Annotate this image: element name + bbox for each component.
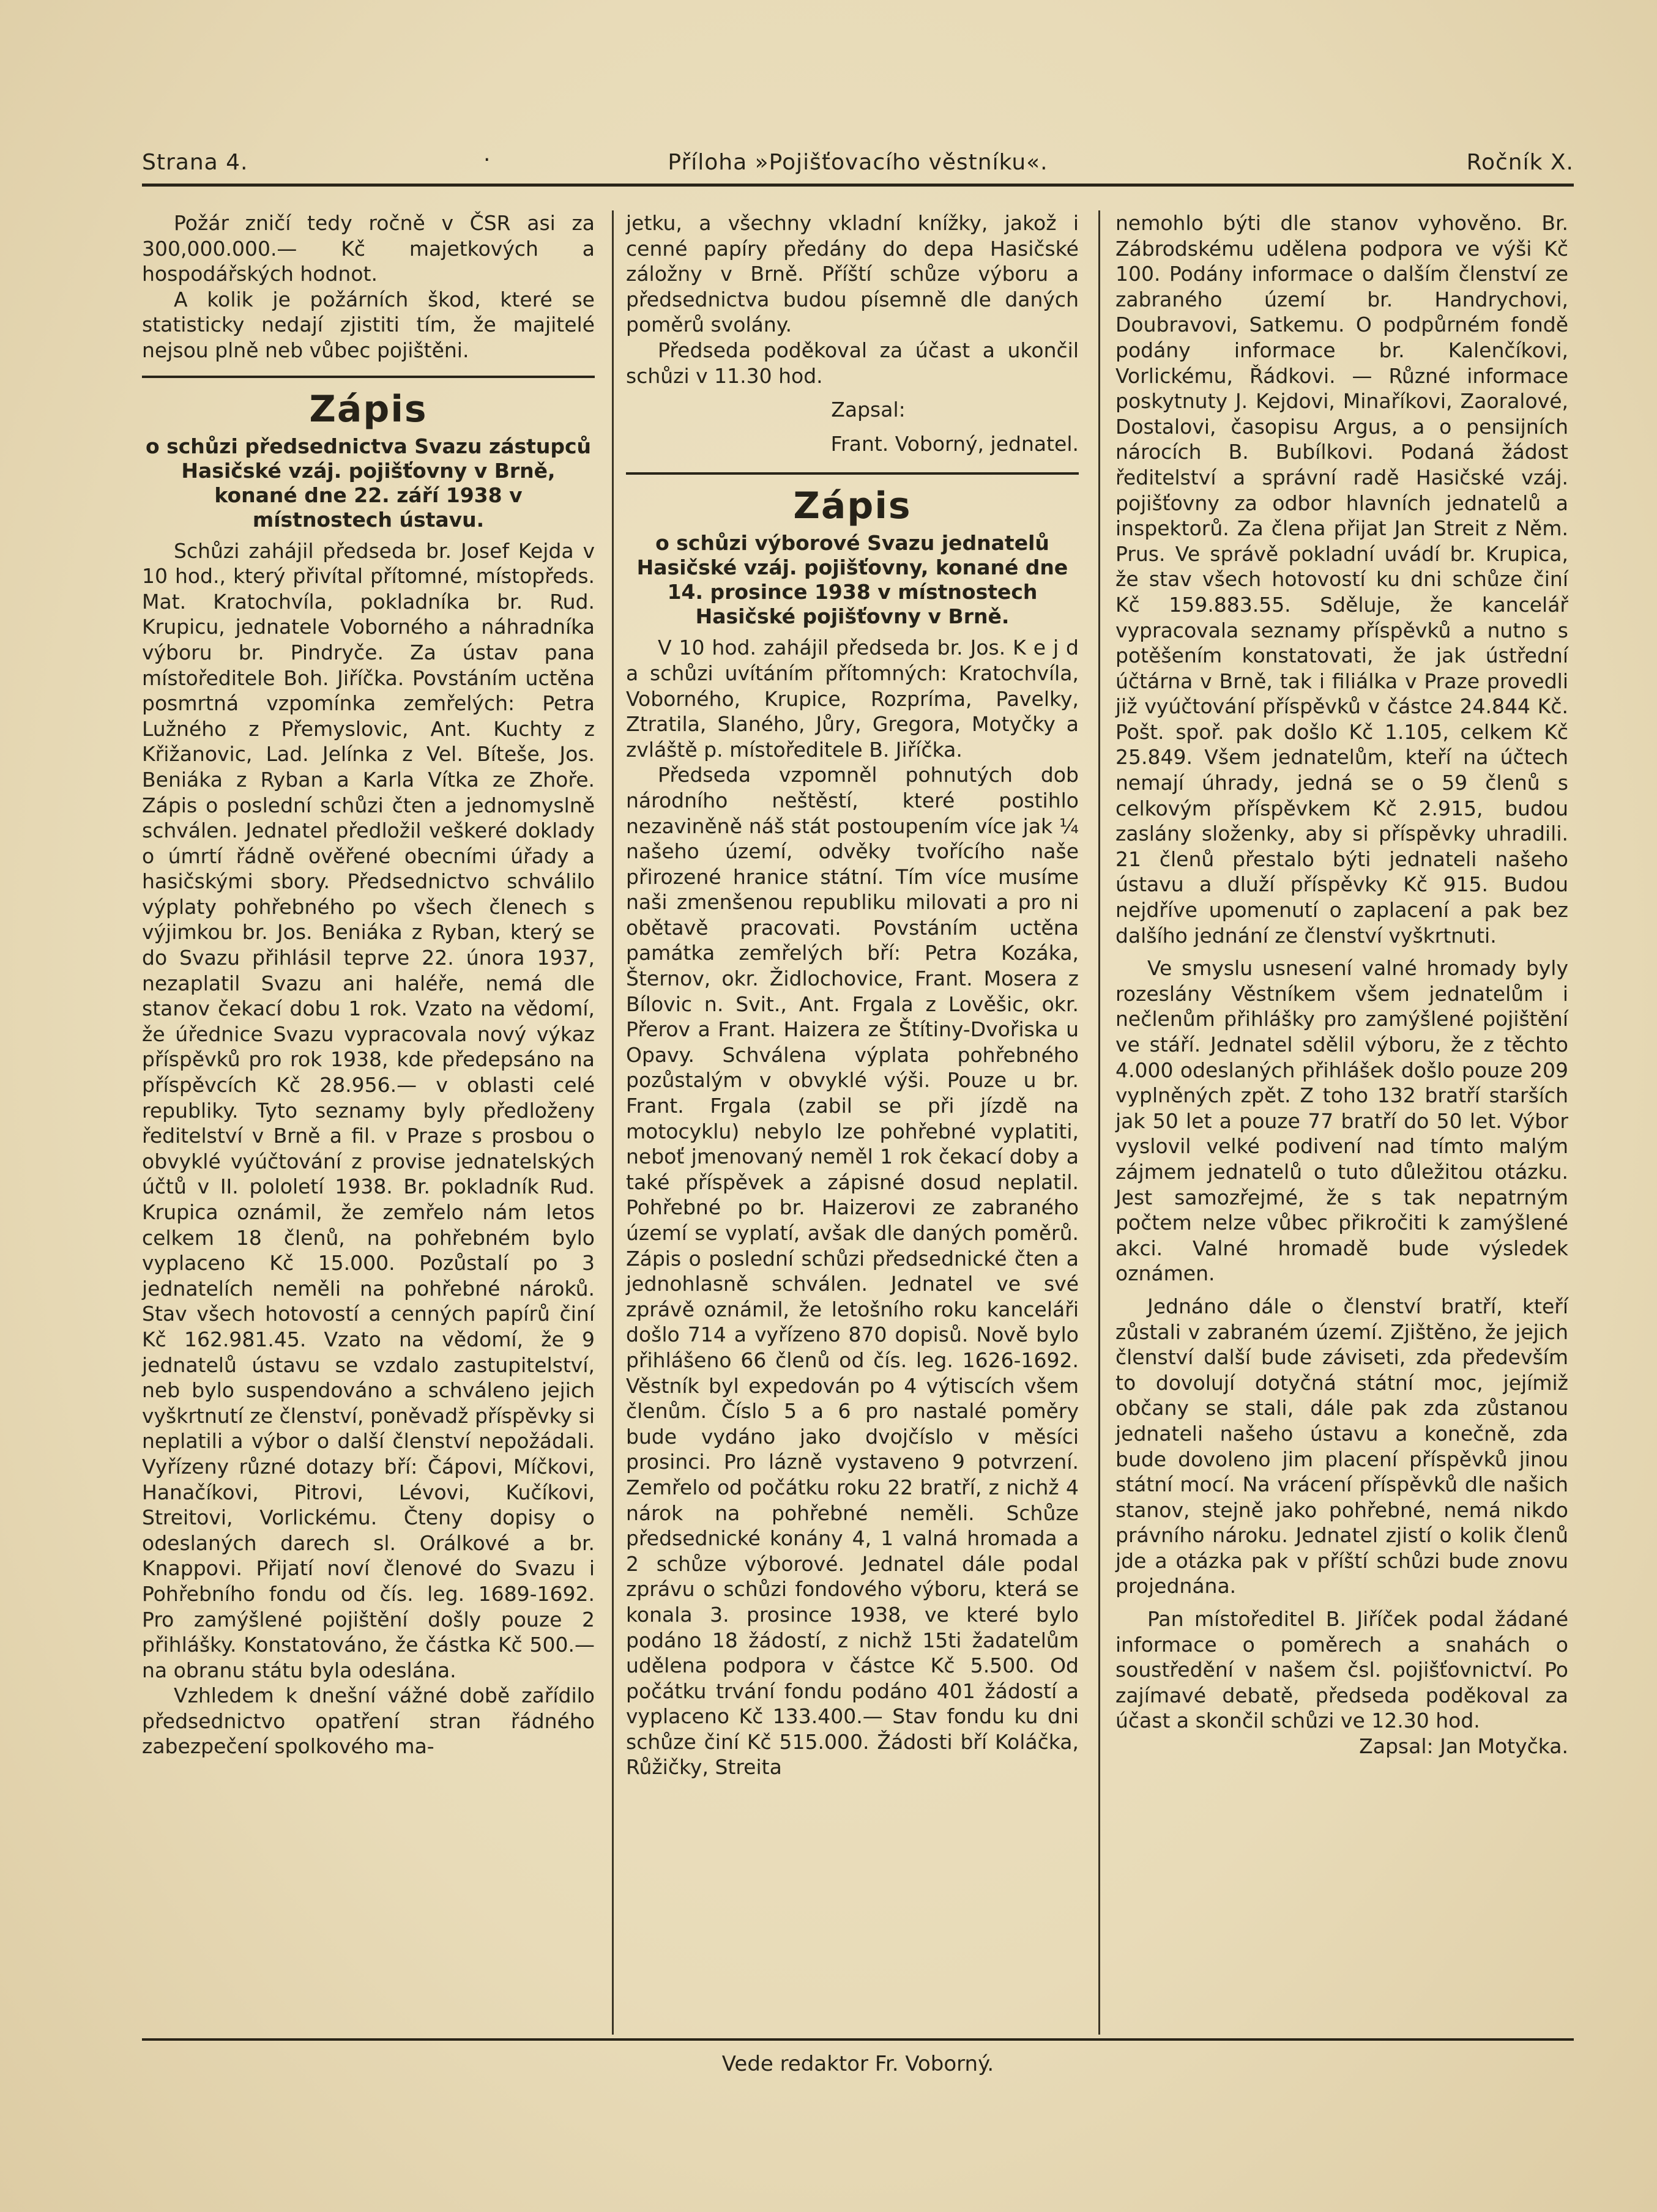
column-divider-1 <box>612 210 614 2035</box>
intro-paragraph: Požár zničí tedy ročně v ČSR asi za 300,000.000.— Kč majetkových a hospodářských hodnot. <box>142 211 595 286</box>
column-3 <box>1115 210 1568 1759</box>
footer-editor: Vede redaktor Fr. Voborný. <box>721 2052 994 2076</box>
column-2 <box>626 210 1079 1780</box>
page-header <box>142 144 1574 181</box>
signature: Zapsal: Jan Motyčka. <box>1359 1734 1568 1759</box>
body-paragraph: Jednáno dále o členství bratří, kteří zůstali v zabraném území. Zjištěno, že jejich členství další bude záviseti, zda především to dovolují dotyčná státní moc, jejímiž občany se stali, dále pak zda zůstanou jednateli našeho ústavu a konečně, zda bude dovoleno jim placení příspěvků jinou státní mocí. Na vrácení příspěvků dle našich stanov, stejně jako pohřebné, nemá nikdo právního nároku. Jednatel zjistí o kolik členů jde a otázka pak v příští schůzi bude znovu projednána. <box>1115 1294 1568 1598</box>
section-subtitle: o schůzi výborové Svazu jednatelů Hasičské vzáj. pojišťovny, konané dne 14. prosince 1938 v místnostech Hasičské pojišťovny v Brně. <box>636 531 1068 629</box>
section-subtitle: o schůzi předsednictva Svazu zástupců Hasičské vzáj. pojišťovny v Brně, konané dne 22. září 1938 v místnostech ústavu. <box>145 434 592 532</box>
section-rule <box>142 376 595 378</box>
header-title: Příloha »Pojišťovacího věstníku«. <box>668 150 1048 175</box>
page-number: Strana 4. <box>142 150 248 175</box>
body-paragraph: Vzhledem k dnešní vážné době zařídilo předsednictvo opatření stran řádného zabezpečení spolkového ma- <box>142 1683 595 1759</box>
body-paragraph: nemohlo býti dle stanov vyhověno. Br. Zábrodskému udělena podpora ve výši Kč 100. Podány informace o dalším členství ze zabraného území br. Handrychovi, Doubravovi, Satkemu. O podpůrném fondě podány informace br. Kalenčíkovi, Vorlickému, Řádkovi. — Různé informace poskytnuty J. Kejdovi, Minaříkovi, Zaoralové, Dostalovi, časopisu Argus, a o pensijních nárocích B. Bubílkovi. Podaná žádost ředitelství a správní radě Hasičské vzáj. pojišťovny za odbor hlavních jednatelů a inspektorů. Za člena přijat Jan Streit z Něm. Prus. Ve správě pokladní uvádí br. Krupica, že stav všech hotovostí ku dni schůze činí Kč 159.883.55. Sděluje, že kancelář vypracovala seznamy příspěvků a nutno s potěšením konstatovati, že jak ústřední účtárna v Brně, tak i filiálka v Praze provedli již vyúčtování příspěvků v částce 24.844 Kč. Pošt. spoř. pak došlo Kč 1.105, celkem Kč 25.849. Všem jednatelům, kteří na účtech nemají úhrady, jedná se o 59 členů s celkovým příspěvkem Kč 2.915, budou zaslány složenky, aby si příspěvky uhradili. 21 členů přestalo býti jednateli našeho ústavu a dluží příspěvky Kč 915. Budou nejdříve upomenutí o zaplacení a pak bez dalšího jednání ze členství vyškrtnuti. <box>1115 211 1568 948</box>
body-paragraph: Ve smyslu usnesení valné hromady byly rozeslány Věstníkem všem jednatelům i nečlenům přihlášky pro zamýšlené pojištění ve stáří. Jednatel sdělil výboru, že z těchto 4.000 odeslaných přihlášek došlo pouze 209 vyplněných zpět. Z toho 132 bratří starších jak 50 let a pouze 77 bratří do 50 let. Výbor vyslovil velké podivení nad tímto malým zájmem jednatelů o tuto důležitou otázku. Jest samozřejmé, že s tak nepatrným počtem nelze vůbec přikročiti k zamýšlené akci. Valné hromadě bude výsledek oznámen. <box>1115 956 1568 1286</box>
section-title: Zápis <box>309 387 428 431</box>
footer-rule <box>142 2038 1574 2041</box>
header-dot: · <box>483 147 491 173</box>
volume-number: Ročník X. <box>1466 150 1574 175</box>
section-rule <box>626 472 1079 475</box>
body-paragraph: Schůzi zahájil předseda br. Josef Kejda v 10 hod., který přivítal přítomné, místopředs. Mat. Kratochvíla, pokladníka br. Rud. Krupicu, jednatele Voborného a náhradníka výboru br. Pindryče. Za ústav pana místoředitele Boh. Jiříčka. Povstáním uctěna posmrtná vzpomínka zemřelých: Petra Lužného z Přemyslovic, Ant. Kuchty z Křižanovic, Lad. Jelínka z Vel. Bíteše, Jos. Beniáka z Ryban a Karla Vítka ze Zhoře. Zápis o poslední schůzi čten a jednomyslně schválen. Jednatel předložil veškeré doklady o úmrtí řádně ověřené obecními úřady a hasičskými sbory. Předsednictvo schválilo výplaty pohřebného po všech členech s výjimkou br. Jos. Beniáka z Ryban, který se do Svazu přihlásil teprve 22. února 1937, nezaplatil Svazu ani haléře, nemá dle stanov čekací dobu 1 rok. Vzato na vědomí, že úřednice Svazu vypracovala nový výkaz příspěvků pro rok 1938, kde předepsáno na příspěvcích Kč 28.956.— v oblasti celé republiky. Tyto seznamy byly předloženy ředitelství v Brně a fil. v Praze s prosbou o obvyklé vyúčtování z provise jednatelských účtů v II. pololetí 1938. Br. pokladník Rud. Krupica oznámil, že zemřelo nám letos celkem 18 členů, na pohřebném bylo vyplaceno Kč 15.000. Pozůstalí po 3 jednatelích neměli na pohřebné nároků. Stav všech hotovostí a cenných papírů činí Kč 162.981.45. Vzato na vědomí, že 9 jednatelů ústavu se vzdalo zastupitelství, neb bylo suspendováno a schváleno jejich vyškrtnutí ze členství, poněvadž příspěvky si neplatili a výbor o další členství nepožádali. Vyřízeny různé dotazy bří: Čápovi, Míčkovi, Hanačíkovi, Pitrovi, Lévovi, Kučíkovi, Streitovi, Vorlickému. Čteny dopisy o odeslaných darech sl. Orálkové a br. Knappovi. Přijatí noví členové do Svazu i Pohřebního fondu od čís. leg. 1689-1692. Pro zamýšlené pojištění došly pouze 2 přihlášky. Konstatováno, že částka Kč 500.— na obranu státu byla odeslána. <box>142 538 595 1682</box>
body-paragraph: Předseda vzpomněl pohnutých dob národního neštěstí, které postihlo nezaviněně náš stát postoupením více jak ¼ našeho území, odvěky tvořícího naše přirozené hranice státní. Tím více musíme naši zmenšenou republiku milovati a pro ni obětavě pracovati. Povstáním uctěna památka zemřelých bří: Petra Kozáka, Šternov, okr. Židlochovice, Frant. Mosera z Bílovic n. Svit., Ant. Frgala z Lověšic, okr. Přerov a Frant. Haizera ze Štítiny-Dvořiska u Opavy. Schválena výplata pohřebného pozůstalým v obvyklé výši. Pouze u br. Frant. Frgala (zabil se při jízdě na motocyklu) nebylo lze pohřebné vyplatiti, neboť jmenovaný neměl 1 rok čekací doby a také příspěvek a zápisné dosud neplatil. Pohřebné po br. Haizerovi ze zabraného území se vyplatí, avšak dle daných poměrů. Zápis o poslední schůzi předsednické čten a jednohlasně schválen. Jednatel ve své zprávě oznámil, že letošního roku kanceláři došlo 714 a vyřízeno 870 dopisů. Nově bylo přihlášeno 66 členů od čís. leg. 1626-1692. Věstník byl expedován po 4 výtiscích všem členům. Číslo 5 a 6 pro nastalé poměry bude vydáno jako dvojčíslo v měsíci prosinci. Pro lázně vystaveno 9 potvrzení. Zemřelo od počátku roku 22 bratří, z nichž 4 nárok na pohřebné neměli. Schůze předsednické konány 4, 1 valná hromada a 2 schůze výborové. Jednatel dále podal zprávu o schůzi fondového výboru, která se konala 3. prosince 1938, ve které bylo podáno 18 žádostí, z nichž 15ti žadatelům udělena podpora v částce Kč 5.500. Od počátku trvání fondu podáno 401 žádostí a vyplaceno Kč 133.400.— Stav fondu ku dni schůze činí Kč 515.000. Žádosti bří Koláčka, Růžičky, Streita <box>626 763 1079 1780</box>
signed-label: Zapsal: <box>831 398 906 422</box>
column-1 <box>142 210 595 1759</box>
signed-name: Frant. Voborný, jednatel. <box>830 431 1079 456</box>
section-title: Zápis <box>793 484 912 528</box>
thanks-paragraph: Předseda poděkoval za účast a ukončil schůzi v 11.30 hod. <box>626 338 1079 388</box>
body-paragraph: Pan místoředitel B. Jiříček podal žádané informace o poměrech a snahách o soustředění v našem čsl. pojišťovnictví. Po zajímavé debatě, předseda poděkoval za účast a skončil schůzi ve 12.30 hod. <box>1115 1607 1568 1733</box>
column-divider-2 <box>1098 210 1100 2035</box>
continuation-paragraph: jetku, a všechny vkladní knížky, jakož i cenné papíry předány do depa Hasičské záložny v Brně. Příští schůze výboru a předsednictva budou písemně dle daných poměrů svolány. <box>626 211 1079 337</box>
header-rule <box>142 184 1574 187</box>
body-paragraph: V 10 hod. zahájil předseda br. Jos. K e j d a schůzi uvítáním přítomných: Kratochvíla, Voborného, Krupice, Rozpríma, Pavelky, Ztratila, Slaného, Jůry, Gregora, Motyčky a zvláště p. místoředitele B. Jiříčka. <box>626 636 1079 762</box>
intro-paragraph: A kolik je požárních škod, které se statisticky nedají zjistiti tím, že majitelé nejsou plně neb vůbec pojištěni. <box>142 287 595 362</box>
